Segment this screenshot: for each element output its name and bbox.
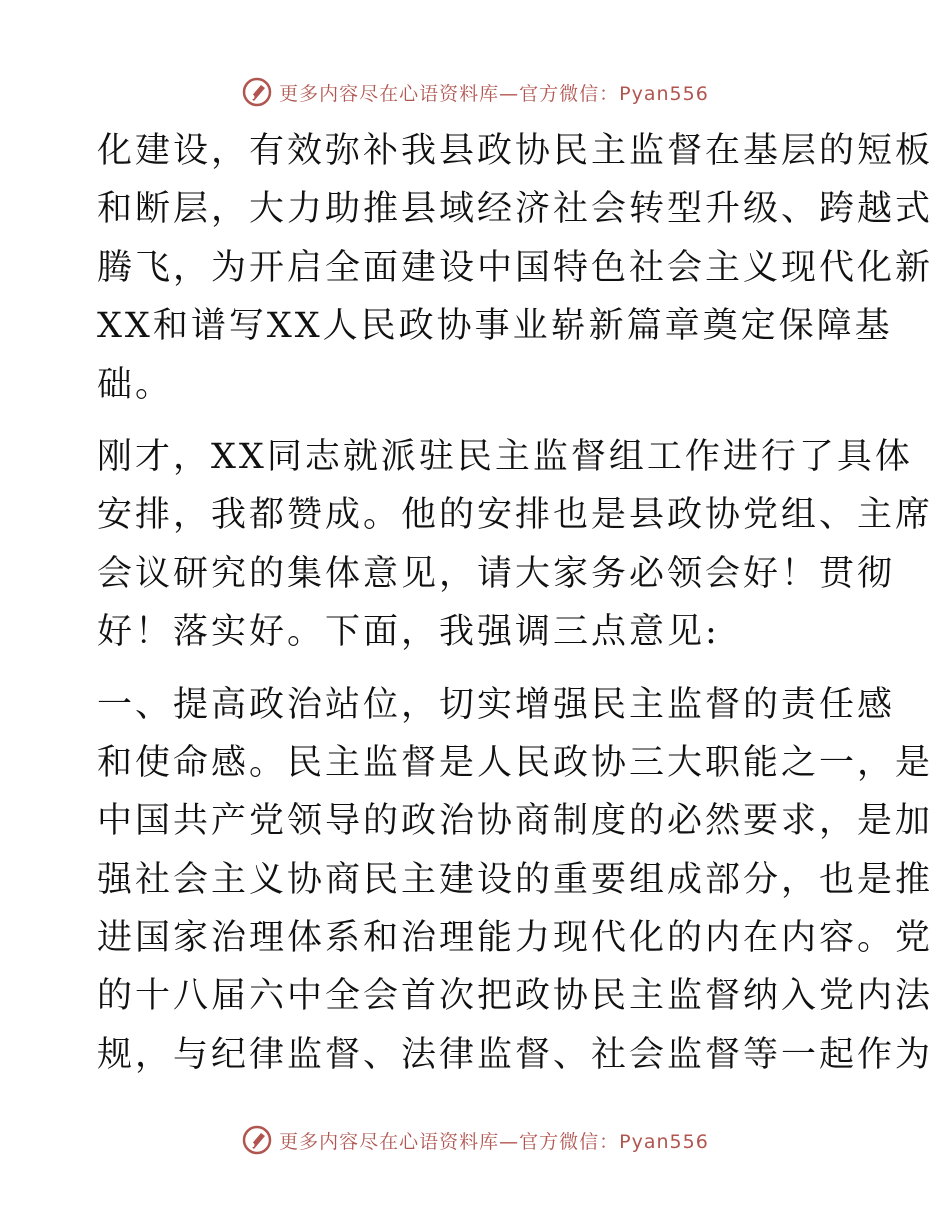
document-body [97,122,934,1084]
text-line: 会议研究的集体意见，请大家务必领会好！贯彻 [97,553,896,594]
paragraph-1 [97,122,934,414]
text-line: 的十八届六中全会首次把政协民主监督纳入党内法 [97,976,934,1017]
paragraph-2 [97,428,934,662]
brand-logo-icon [241,1124,273,1156]
paragraph-gap [97,414,857,428]
text-line: 化建设，有效弥补我县政协民主监督在基层的短板 [97,131,934,171]
text-line: 中国共产党领导的政治协商制度的必然要求，是加 [97,801,934,842]
brand-logo-icon [241,76,273,108]
text-line: 腾飞，为开启全面建设中国特色社会主义现代化新 [97,247,934,288]
header-banner-text: 更多内容尽在心语资料库—官方微信：Pyan556 [279,82,709,105]
text-line: 好！落实好。下面，我强调三点意见: [97,612,720,653]
text-line: 和使命感。民主监督是人民政协三大职能之一，是 [97,742,934,783]
text-line: 进国家治理体系和治理能力现代化的内在内容。党 [97,918,934,959]
paragraph-3 [97,676,934,1085]
text-line: 础。 [97,364,174,405]
text-line: 一、提高政治站位，切实增强民主监督的责任感 [97,684,896,725]
text-line: 规，与纪律监督、法律监督、社会监督等一起作为 [97,1034,934,1075]
header-banner [0,72,950,112]
text-line: 安排，我都赞成。他的安排也是县政协党组、主席 [97,495,934,536]
text-line: XX和谱写XX人民政协事业崭新篇章奠定保障基 [97,306,893,347]
text-line: 和断层，大力助推县域经济社会转型升级、跨越式 [97,189,934,230]
paragraph-gap [97,662,857,676]
text-line: 强社会主义协商民主建设的重要组成部分，也是推 [97,859,934,900]
footer-banner [0,1120,950,1160]
text-line: 刚才，XX同志就派驻民主监督组工作进行了具体 [97,436,913,477]
footer-banner-text: 更多内容尽在心语资料库—官方微信：Pyan556 [279,1130,709,1153]
